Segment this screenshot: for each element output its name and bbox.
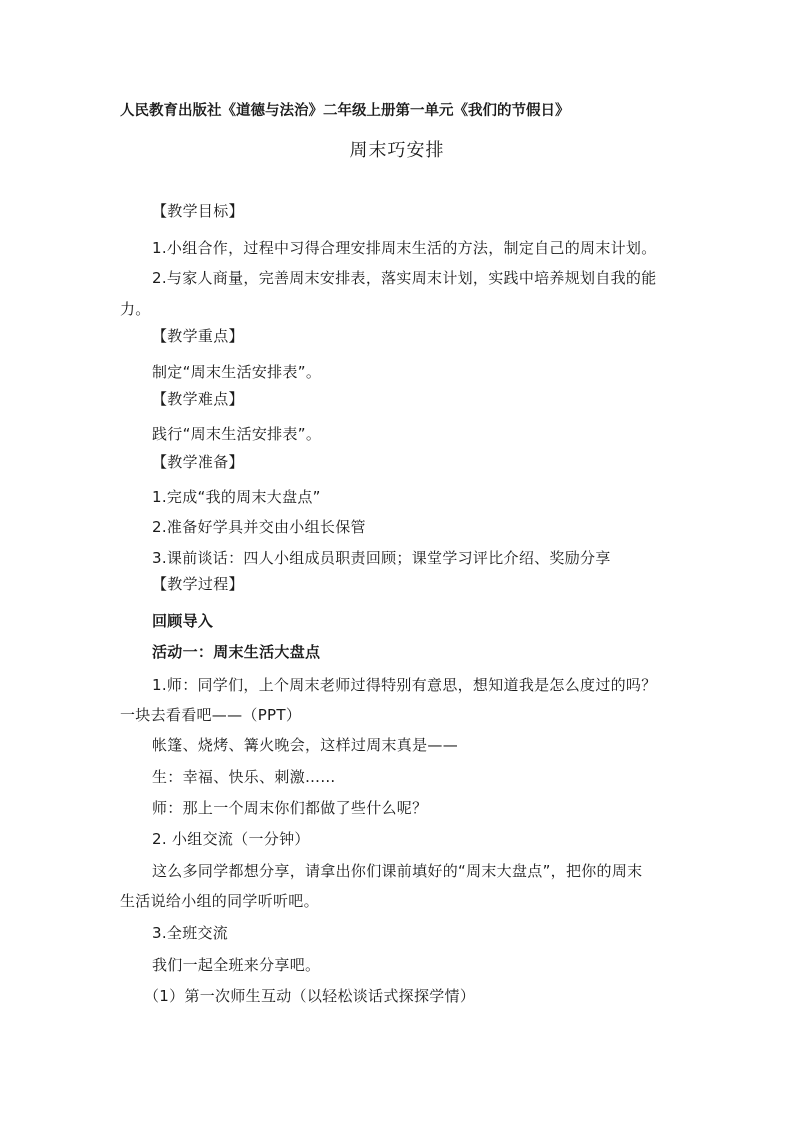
- step-1-line-4: 生：幸福、快乐、刺激……: [152, 768, 336, 786]
- goal-item-2: 2.与家人商量，完善周末安排表，落实周末计划，实践中培养规划自我的能: [152, 269, 657, 287]
- step-1-line-3: 帐篷、烧烤、篝火晚会，这样过周末真是——: [152, 736, 459, 754]
- step-2-heading: 2. 小组交流（一分钟）: [152, 830, 310, 848]
- key-heading: 【教学重点】: [152, 327, 244, 345]
- activity-1-heading: 活动一：周末生活大盘点: [152, 643, 321, 661]
- step-1-line-1: 1.师：同学们，上个周末老师过得特别有意思，想知道我是怎么度过的吗？: [152, 676, 657, 694]
- step-3-line-2: （1）第一次师生互动（以轻松谈话式探探学情）: [144, 987, 476, 1005]
- step-2-line-2: 生活说给小组的同学听听吧。: [120, 892, 319, 910]
- step-1-line-5: 师：那上一个周末你们都做了些什么呢？: [152, 799, 428, 817]
- document-header: 人民教育出版社《道德与法治》二年级上册第一单元《我们的节假日》: [120, 103, 570, 119]
- difficulty-text: 践行“周末生活安排表”。: [152, 425, 322, 443]
- process-heading: 【教学过程】: [152, 575, 244, 593]
- step-2-line-1: 这么多同学都想分享，请拿出你们课前填好的“周末大盘点”，把你的周末: [152, 862, 643, 880]
- step-3-line-1: 我们一起全班来分享吧。: [152, 956, 321, 974]
- review-heading: 回顾导入: [152, 612, 214, 630]
- step-1-line-2: 一块去看看吧——（PPT）: [120, 706, 302, 724]
- step-3-heading: 3.全班交流: [152, 924, 229, 942]
- goal-item-1: 1.小组合作，过程中习得合理安排周末生活的方法，制定自己的周末计划。: [152, 239, 657, 257]
- goals-heading: 【教学目标】: [152, 202, 244, 220]
- difficulty-heading: 【教学难点】: [152, 390, 244, 408]
- prep-item-1: 1.完成“我的周末大盘点”: [152, 488, 321, 506]
- key-text: 制定“周末生活安排表”。: [152, 363, 322, 381]
- prep-item-2: 2.准备好学具并交由小组长保管: [152, 518, 366, 536]
- prep-heading: 【教学准备】: [152, 453, 244, 471]
- prep-item-3: 3.课前谈话：四人小组成员职责回顾；课堂学习评比介绍、奖励分享: [152, 549, 611, 567]
- goal-item-2-cont: 力。: [120, 300, 151, 318]
- document-title: 周末巧安排: [349, 140, 445, 161]
